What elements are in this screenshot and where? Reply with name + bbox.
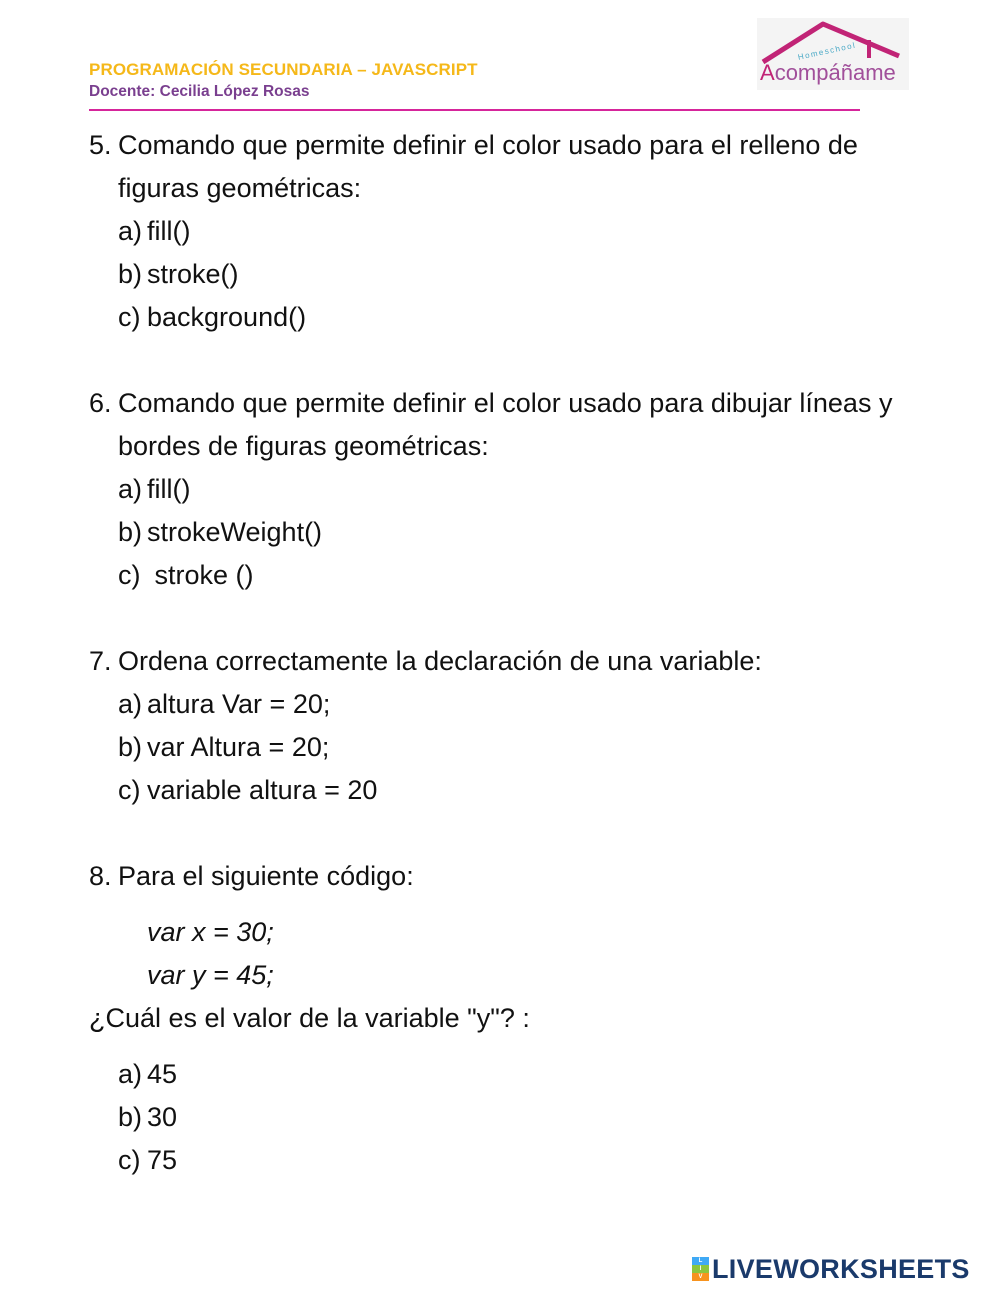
question-text: Comando que permite definir el color usado para dibujar líneas y bordes de figuras geométricas: xyxy=(118,388,893,461)
option-letter: c) xyxy=(118,1145,141,1175)
question-number: 6. xyxy=(89,388,112,418)
option-8a[interactable] xyxy=(118,1053,919,1096)
option-text: strokeWeight() xyxy=(147,517,323,547)
option-letter: a) xyxy=(118,1059,143,1089)
option-text: stroke () xyxy=(147,560,254,590)
worksheet-content xyxy=(89,124,919,1182)
header-subject: PROGRAMACIÓN SECUNDARIA – JAVASCRIPT xyxy=(89,60,478,79)
option-letter: a) xyxy=(118,689,143,719)
option-8c[interactable] xyxy=(118,1139,919,1182)
option-5b[interactable] xyxy=(118,253,919,296)
option-letter: b) xyxy=(118,732,143,762)
option-6b[interactable] xyxy=(118,511,919,554)
badge-letter: V xyxy=(692,1273,709,1281)
logo-rest: compáñame xyxy=(774,60,896,85)
option-6c[interactable] xyxy=(118,554,919,597)
option-7c[interactable] xyxy=(118,769,919,812)
option-5a[interactable] xyxy=(118,210,919,253)
badge-letter: L xyxy=(692,1257,709,1265)
option-letter: b) xyxy=(118,259,143,289)
logo-wordmark xyxy=(760,60,896,86)
option-letter: a) xyxy=(118,474,143,504)
option-text: 30 xyxy=(147,1102,178,1132)
question-number: 8. xyxy=(89,861,112,891)
option-text: fill() xyxy=(147,216,191,246)
option-text: 75 xyxy=(147,1145,178,1175)
option-letter: a) xyxy=(118,216,143,246)
option-letter: c) xyxy=(118,560,141,590)
liveworksheets-badge-icon xyxy=(692,1257,709,1281)
option-text: stroke() xyxy=(147,259,239,289)
question-6 xyxy=(89,382,919,468)
option-8b[interactable] xyxy=(118,1096,919,1139)
option-7a[interactable] xyxy=(118,683,919,726)
badge-letter: I xyxy=(692,1265,709,1273)
logo-initial: A xyxy=(760,60,775,85)
question-5 xyxy=(89,124,919,210)
acompaname-logo xyxy=(757,18,909,90)
question-8 xyxy=(89,855,919,898)
option-letter: c) xyxy=(118,302,141,332)
option-text: variable altura = 20 xyxy=(147,775,378,805)
question-number: 7. xyxy=(89,646,112,676)
option-5c[interactable] xyxy=(118,296,919,339)
option-text: var Altura = 20; xyxy=(147,732,330,762)
question-number: 5. xyxy=(89,130,112,160)
code-line: var y = 45; xyxy=(147,960,274,990)
option-text: altura Var = 20; xyxy=(147,689,331,719)
option-7b[interactable] xyxy=(118,726,919,769)
option-letter: b) xyxy=(118,517,143,547)
liveworksheets-text: LIVEWORKSHEETS xyxy=(712,1253,970,1284)
question-text: Comando que permite definir el color usado para el relleno de figuras geométricas: xyxy=(118,130,858,203)
question-followup: ¿Cuál es el valor de la variable "y"? : xyxy=(89,1003,530,1033)
header-teacher: Docente: Cecilia López Rosas xyxy=(89,83,310,100)
option-text: fill() xyxy=(147,474,191,504)
question-text: Ordena correctamente la declaración de una variable: xyxy=(118,646,762,676)
option-6a[interactable] xyxy=(118,468,919,511)
code-line: var x = 30; xyxy=(147,917,274,947)
option-letter: c) xyxy=(118,775,141,805)
question-7 xyxy=(89,640,919,683)
option-text: background() xyxy=(147,302,307,332)
question-text: Para el siguiente código: xyxy=(118,861,414,891)
option-letter: b) xyxy=(118,1102,143,1132)
liveworksheets-brand[interactable] xyxy=(692,1254,970,1284)
option-text: 45 xyxy=(147,1059,178,1089)
header-divider xyxy=(89,109,860,111)
logo-homeschool-text: Homeschool xyxy=(797,40,858,62)
